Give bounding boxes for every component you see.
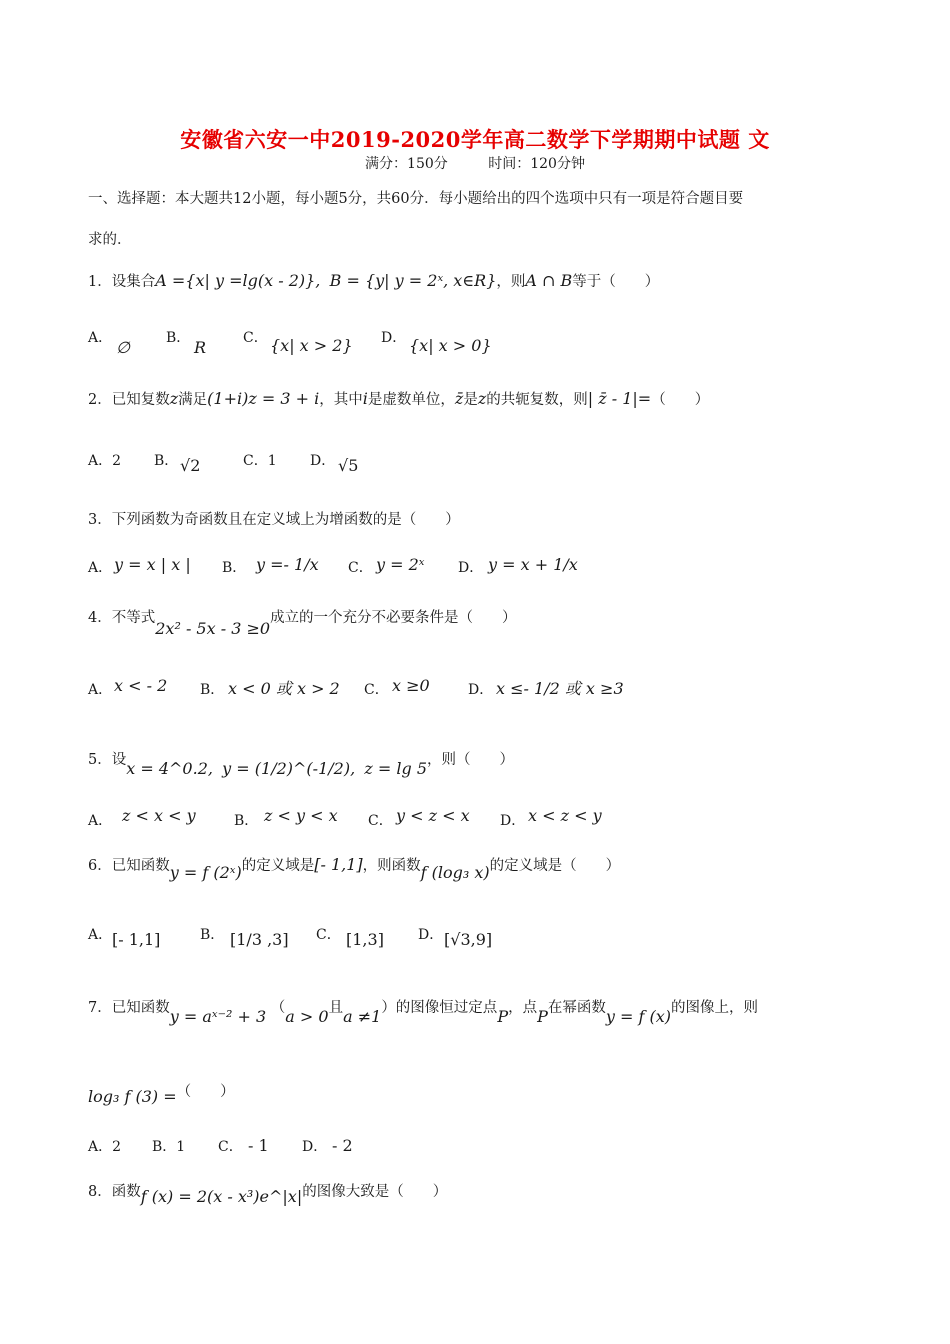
q2-option-c: C．1 bbox=[243, 453, 277, 469]
question-7-continued bbox=[88, 1080, 235, 1106]
q2-option-a: A．2 bbox=[88, 453, 122, 469]
q1-option-a-label: A． bbox=[88, 330, 113, 346]
q6-option-c-label: C． bbox=[316, 927, 341, 943]
q1-option-d-label: D． bbox=[381, 330, 407, 346]
q6-option-c-value: [1,3] bbox=[346, 930, 384, 949]
q7-option-c-value: - 1 bbox=[248, 1136, 269, 1155]
q6-option-d-value: [√3,9] bbox=[444, 930, 493, 949]
q6-stem-c: ，则函数 bbox=[362, 858, 421, 874]
q6-option-b-value: [1/3 ,3] bbox=[230, 930, 289, 949]
q1-math-a: A ={x| y =lg(x - 2)}, bbox=[155, 271, 321, 290]
q6-option-b-label: B． bbox=[200, 927, 225, 943]
q5-stem-a: 5．设 bbox=[88, 752, 127, 768]
q4-option-b-label: B． bbox=[200, 682, 225, 698]
q3-option-c-value: y = 2ˣ bbox=[376, 555, 425, 574]
q7-stem-e: ，点 bbox=[508, 1000, 538, 1016]
q5-stem-b: ，则（ ） bbox=[427, 752, 515, 768]
q3-option-a-value: y = x | x | bbox=[114, 555, 191, 574]
q4-option-a-value: x < - 2 bbox=[114, 676, 168, 695]
q2-math-e: z bbox=[477, 389, 487, 408]
q7-stem-d: ）的图像恒过定点 bbox=[381, 1000, 498, 1016]
q7-option-c-label: C． bbox=[218, 1139, 243, 1155]
q5-option-b-label: B． bbox=[234, 813, 259, 829]
q2-math-d: z̄ bbox=[454, 389, 464, 408]
q3-option-b-value: y =- 1/x bbox=[256, 555, 319, 574]
q7-math-c: a ≠1 bbox=[343, 1007, 382, 1026]
question-2 bbox=[88, 388, 709, 409]
q6-stem-d: 的定义域是（ ） bbox=[489, 858, 621, 874]
q7-math-g: log₃ f (3) = bbox=[88, 1087, 177, 1106]
q4-option-c-label: C． bbox=[364, 682, 389, 698]
q1-stem-b: ，则 bbox=[496, 274, 526, 290]
q2-stem-g: （ ） bbox=[651, 392, 710, 408]
q6-option-a-label: A． bbox=[88, 927, 113, 943]
q7-math-d: P bbox=[497, 1007, 509, 1026]
q4-math-a: 2x² - 5x - 3 ≥0 bbox=[155, 619, 271, 638]
q7-stem-c: 且 bbox=[328, 1000, 344, 1016]
q5-option-c-value: y < z < x bbox=[396, 806, 470, 825]
q5-option-a-value: z < x < y bbox=[122, 806, 196, 825]
exam-title: 安徽省六安一中2019-2020学年高二数学下学期期中试题 文 bbox=[180, 127, 770, 152]
question-6 bbox=[88, 854, 621, 882]
q3-option-d-label: D． bbox=[458, 560, 484, 576]
q5-option-c-label: C． bbox=[368, 813, 393, 829]
q7-math-a: y = aˣ⁻² + 3 bbox=[169, 1007, 267, 1026]
q1-option-c-value: {x| x > 2} bbox=[270, 336, 353, 355]
q6-stem-b: 的定义域是 bbox=[241, 858, 315, 874]
q1-stem-c: 等于（ ） bbox=[572, 274, 660, 290]
q1-option-c-label: C． bbox=[243, 330, 268, 346]
q2-math-c: i bbox=[362, 389, 368, 408]
q3-option-b-label: B． bbox=[222, 560, 247, 576]
q2-math-f: | z̄ - 1|= bbox=[587, 389, 652, 408]
question-1 bbox=[88, 270, 659, 291]
q2-math-a: z bbox=[169, 389, 179, 408]
q7-math-b: a > 0 bbox=[285, 1007, 329, 1026]
exam-subtitle bbox=[0, 153, 950, 173]
q4-option-b-value: x < 0 或 x > 2 bbox=[228, 679, 340, 698]
q7-stem-a: 7．已知函数 bbox=[88, 1000, 170, 1016]
q4-option-d-label: D． bbox=[468, 682, 494, 698]
q7-math-f: y = f (x) bbox=[605, 1007, 671, 1026]
q7-option-b: B．1 bbox=[152, 1139, 186, 1155]
q8-stem-b: 的图像大致是（ ） bbox=[302, 1184, 448, 1200]
question-3: 3．下列函数为奇函数且在定义域上为增函数的是（ ） bbox=[88, 512, 460, 528]
q5-option-d-label: D． bbox=[500, 813, 526, 829]
q6-math-c: f (log₃ x) bbox=[420, 863, 490, 882]
full-score: 满分：150分 bbox=[365, 156, 448, 172]
question-5 bbox=[88, 748, 515, 778]
q7-stem-g: 的图像上，则 bbox=[670, 1000, 758, 1016]
q5-math-a: x = 4^0.2, bbox=[126, 759, 213, 778]
q1-option-b-label: B． bbox=[166, 330, 191, 346]
q5-math-c: z = lg 5 bbox=[364, 759, 428, 778]
q2-stem-a: 2．已知复数 bbox=[88, 392, 170, 408]
exam-time: 时间：120分钟 bbox=[488, 156, 585, 172]
q1-option-b-value: R bbox=[194, 338, 207, 357]
question-4 bbox=[88, 606, 517, 638]
q3-option-a-label: A． bbox=[88, 560, 113, 576]
q8-stem-a: 8．函数 bbox=[88, 1184, 141, 1200]
q7-option-a: A．2 bbox=[88, 1139, 122, 1155]
question-7 bbox=[88, 996, 758, 1026]
q2-stem-b: 满足 bbox=[178, 392, 208, 408]
q6-stem-a: 6．已知函数 bbox=[88, 858, 170, 874]
q2-option-d-label: D． bbox=[310, 453, 336, 469]
q7-math-e: P bbox=[537, 1007, 548, 1026]
q4-option-a-label: A． bbox=[88, 682, 113, 698]
section-instructions-line2: 求的． bbox=[88, 232, 132, 248]
q6-option-a-value: [- 1,1] bbox=[112, 930, 161, 949]
q2-option-b-value: √2 bbox=[180, 456, 201, 475]
q7-stem-f: 在幂函数 bbox=[547, 1000, 606, 1016]
q2-stem-d: 是虚数单位， bbox=[367, 392, 455, 408]
section-instructions-line1: 一、选择题：本大题共12小题，每小题5分，共60分．每小题给出的四个选项中只有一项是符合题目要 bbox=[88, 191, 744, 207]
q6-math-a: y = f (2ˣ) bbox=[169, 863, 242, 882]
q6-math-b: [- 1,1] bbox=[314, 855, 363, 874]
q5-option-a-label: A． bbox=[88, 813, 113, 829]
q2-option-b-label: B． bbox=[154, 453, 179, 469]
q2-option-d-value: √5 bbox=[338, 456, 359, 475]
q1-math-b: B = {y| y = 2ˣ, x∈R} bbox=[329, 271, 497, 290]
q1-stem-a: 1．设集合 bbox=[88, 274, 156, 290]
q7-stem-b: （ bbox=[270, 1000, 286, 1016]
q2-stem-c: ，其中 bbox=[319, 392, 363, 408]
q4-option-c-value: x ≥0 bbox=[392, 676, 430, 695]
q4-stem-a: 4．不等式 bbox=[88, 610, 156, 626]
q6-option-d-label: D． bbox=[418, 927, 444, 943]
q8-math-a: f (x) = 2(x - x³)e^|x| bbox=[140, 1187, 303, 1206]
q2-stem-e: 是 bbox=[463, 392, 478, 408]
q1-option-d-value: {x| x > 0} bbox=[409, 336, 492, 355]
q7-stem-h: （ ） bbox=[176, 1084, 235, 1100]
q5-option-b-value: z < y < x bbox=[264, 806, 338, 825]
q7-option-d-label: D． bbox=[302, 1139, 328, 1155]
q1-option-a-value: ∅ bbox=[116, 338, 130, 357]
q4-option-d-value: x ≤- 1/2 或 x ≥3 bbox=[496, 679, 624, 698]
q3-option-d-value: y = x + 1/x bbox=[488, 555, 578, 574]
q2-stem-f: 的共轭复数，则 bbox=[486, 392, 588, 408]
q3-option-c-label: C． bbox=[348, 560, 373, 576]
q5-option-d-value: x < z < y bbox=[528, 806, 602, 825]
question-8 bbox=[88, 1180, 448, 1206]
q5-math-b: y = (1/2)^(-1/2), bbox=[222, 759, 356, 778]
q4-stem-b: 成立的一个充分不必要条件是（ ） bbox=[270, 610, 517, 626]
q2-math-b: (1+i)z = 3 + i bbox=[207, 389, 320, 408]
q7-option-d-value: - 2 bbox=[332, 1136, 353, 1155]
q1-math-c: A ∩ B bbox=[525, 271, 573, 290]
